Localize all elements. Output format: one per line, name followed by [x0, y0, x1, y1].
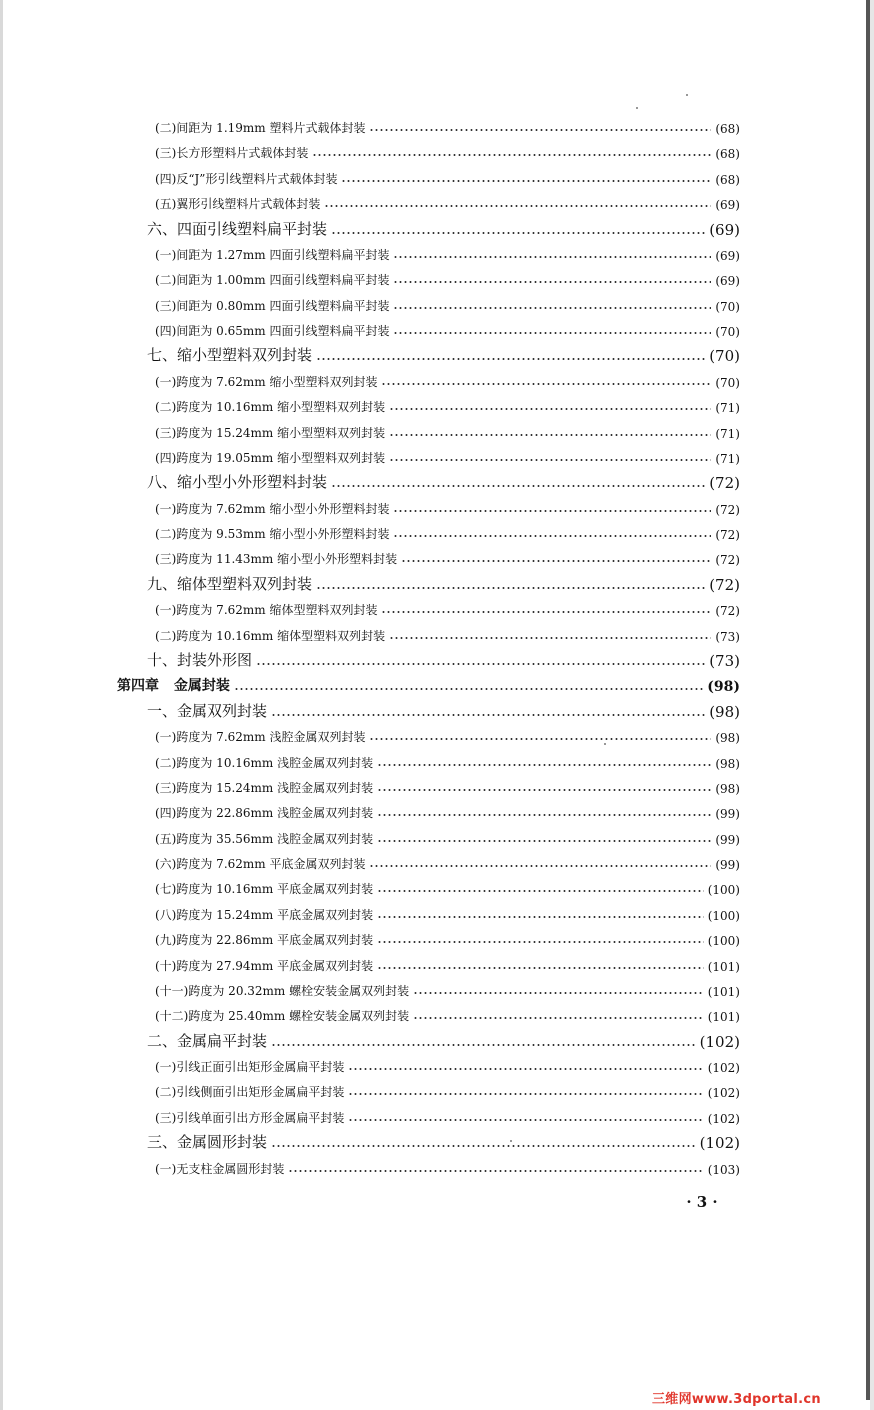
toc-entry-title: (一)跨度为 7.62mm 缩小型小外形塑料封装	[155, 501, 390, 516]
toc-entry-title: (一)跨度为 7.62mm 缩小型塑料双列封装	[155, 374, 378, 389]
toc-subsection-entry	[155, 725, 740, 745]
toc-subsection-entry	[155, 852, 740, 872]
toc-entry-page: (98)	[715, 781, 740, 796]
toc-subsection-entry	[155, 547, 740, 567]
toc-subsection-entry	[155, 268, 740, 288]
toc-section-entry	[147, 343, 740, 365]
toc-dot-leader	[348, 1118, 703, 1122]
toc-entry-title: (一)跨度为 7.62mm 缩体型塑料双列封装	[155, 603, 378, 618]
toc-subsection-entry	[155, 903, 740, 923]
toc-entry-page: (68)	[715, 122, 740, 136]
toc-dot-leader	[234, 687, 703, 691]
toc-entry-page: (69)	[715, 274, 740, 289]
toc-dot-leader	[377, 813, 711, 817]
toc-entry-page: (70)	[715, 375, 740, 390]
toc-dot-leader	[413, 1016, 704, 1020]
toc-entry-title: (二)跨度为 10.16mm 缩体型塑料双列封装	[155, 628, 386, 643]
toc-subsection-entry	[155, 877, 740, 897]
toc-entry-title: 七、缩小型塑料双列封装	[147, 346, 313, 365]
toc-entry-title: (九)跨度为 22.86mm 平底金属双列封装	[155, 933, 374, 948]
toc-dot-leader	[389, 407, 711, 411]
toc-dot-leader	[324, 204, 711, 208]
toc-subsection-entry	[155, 954, 740, 974]
toc-entry-page: (98)	[707, 679, 740, 696]
toc-dot-leader	[369, 128, 711, 132]
toc-subsection-entry	[155, 319, 740, 339]
toc-entry-title: (四)跨度为 19.05mm 缩小型塑料双列封装	[155, 450, 386, 465]
toc-dot-leader	[377, 839, 711, 843]
page-number: · 3 ·	[686, 1193, 718, 1211]
toc-subsection-entry	[155, 192, 740, 212]
toc-subsection-entry	[155, 827, 740, 847]
toc-dot-leader	[331, 231, 705, 235]
toc-entry-title: (一)无支柱金属圆形封装	[155, 1161, 285, 1176]
toc-dot-leader	[377, 763, 711, 767]
toc-entry-page: (103)	[707, 1162, 740, 1177]
toc-entry-title: (四)反“J”形引线塑料片式载体封装	[155, 171, 338, 186]
toc-entry-page: (69)	[715, 248, 740, 263]
toc-entry-page: (71)	[715, 451, 740, 466]
toc-entry-title: (十二)跨度为 25.40mm 螺栓安装金属双列封装	[155, 1009, 410, 1024]
toc-subsection-entry	[155, 1055, 740, 1075]
toc-subsection-entry	[155, 243, 740, 263]
toc-dot-leader	[348, 1067, 703, 1071]
toc-subsection-entry	[155, 928, 740, 948]
toc-entry-page: (70)	[709, 347, 740, 366]
toc-entry-page: (72)	[715, 528, 740, 543]
toc-entry-page: (101)	[707, 1010, 740, 1025]
toc-subsection-entry	[155, 1106, 740, 1126]
toc-entry-title: (一)间距为 1.27mm 四面引线塑料扁平封装	[155, 247, 390, 262]
toc-subsection-entry	[155, 522, 740, 542]
toc-entry-page: (71)	[715, 401, 740, 416]
toc-entry-page: (72)	[715, 604, 740, 619]
toc-dot-leader	[312, 153, 711, 157]
toc-entry-page: (68)	[715, 172, 740, 187]
toc-dot-leader	[316, 357, 705, 361]
toc-entry-page: (99)	[715, 807, 740, 822]
toc-dot-leader	[377, 889, 704, 893]
toc-entry-title: (三)间距为 0.80mm 四面引线塑料扁平封装	[155, 298, 390, 313]
toc-entry-title: (二)跨度为 10.16mm 缩小型塑料双列封装	[155, 400, 386, 415]
toc-chapter-entry	[117, 673, 740, 695]
toc-entry-page: (100)	[707, 908, 740, 923]
toc-entry-title: (三)引线单面引出方形金属扁平封装	[155, 1110, 345, 1125]
toc-subsection-entry	[155, 751, 740, 771]
toc-entry-title: 三、金属圆形封装	[147, 1133, 268, 1152]
toc-dot-leader	[393, 280, 711, 284]
toc-entry-title: (八)跨度为 15.24mm 平底金属双列封装	[155, 907, 374, 922]
toc-entry-title: (十一)跨度为 20.32mm 螺栓安装金属双列封装	[155, 983, 410, 998]
toc-entry-page: (102)	[707, 1061, 740, 1076]
toc-dot-leader	[413, 991, 704, 995]
toc-dot-leader	[393, 534, 711, 538]
toc-subsection-entry	[155, 1004, 740, 1024]
toc-dot-leader	[393, 331, 711, 335]
toc-subsection-entry	[155, 1157, 740, 1177]
toc-dot-leader	[393, 306, 711, 310]
toc-subsection-entry	[155, 446, 740, 466]
toc-subsection-entry	[155, 776, 740, 796]
toc-entry-page: (102)	[707, 1111, 740, 1126]
toc-dot-leader	[271, 713, 705, 717]
toc-subsection-entry	[155, 801, 740, 821]
toc-section-entry	[147, 572, 740, 594]
toc-entry-title: (二)间距为 1.00mm 四面引线塑料扁平封装	[155, 273, 390, 288]
toc-dot-leader	[377, 966, 704, 970]
toc-entry-page: (101)	[707, 984, 740, 999]
toc-entry-page: (73)	[715, 629, 740, 644]
toc-dot-leader	[389, 433, 711, 437]
toc-entry-page: (101)	[707, 959, 740, 974]
toc-dot-leader	[271, 1043, 696, 1047]
toc-dot-leader	[256, 662, 705, 666]
toc-entry-title: 二、金属扁平封装	[147, 1031, 268, 1050]
toc-entry-page: (100)	[707, 934, 740, 949]
toc-section-entry	[147, 1130, 740, 1152]
toc-entry-title: 十、封装外形图	[147, 650, 253, 669]
toc-subsection-entry	[155, 598, 740, 618]
toc-dot-leader	[316, 586, 705, 590]
toc-entry-title: (三)跨度为 15.24mm 浅腔金属双列封装	[155, 780, 374, 795]
toc-entry-page: (68)	[715, 147, 740, 162]
toc-entry-page: (99)	[715, 832, 740, 847]
toc-dot-leader	[393, 509, 711, 513]
toc-dot-leader	[393, 255, 711, 259]
toc-subsection-entry	[155, 141, 740, 161]
toc-subsection-entry	[155, 979, 740, 999]
toc-section-entry	[147, 470, 740, 492]
site-watermark: 三维网www.3dportal.cn	[652, 1392, 821, 1407]
toc-entry-title: 八、缩小型小外形塑料封装	[147, 473, 328, 492]
toc-dot-leader	[377, 940, 704, 944]
toc-entry-title: (二)跨度为 10.16mm 浅腔金属双列封装	[155, 755, 374, 770]
toc-subsection-entry	[155, 624, 740, 644]
toc-entry-title: (二)引线侧面引出矩形金属扁平封装	[155, 1085, 345, 1100]
toc-subsection-entry	[155, 370, 740, 390]
toc-entry-page: (98)	[715, 731, 740, 746]
toc-entry-page: (72)	[709, 575, 740, 594]
toc-entry-page: (102)	[699, 1032, 740, 1051]
toc-subsection-entry	[155, 1080, 740, 1100]
toc-dot-leader	[401, 559, 711, 563]
toc-dot-leader	[369, 864, 711, 868]
toc-entry-title: (五)翼形引线塑料片式载体封装	[155, 197, 321, 212]
toc-dot-leader	[377, 788, 711, 792]
toc-dot-leader	[369, 737, 711, 741]
toc-entry-title: 六、四面引线塑料扁平封装	[147, 219, 328, 238]
toc-entry-title: (一)引线正面引出矩形金属扁平封装	[155, 1060, 345, 1075]
toc-entry-page: (72)	[709, 474, 740, 493]
toc-entry-page: (71)	[715, 426, 740, 441]
toc-entry-title: (四)间距为 0.65mm 四面引线塑料扁平封装	[155, 324, 390, 339]
toc-section-entry	[147, 217, 740, 239]
toc-entry-page: (100)	[707, 883, 740, 898]
toc-entry-page: (73)	[709, 651, 740, 670]
toc-dot-leader	[381, 382, 711, 386]
toc-dot-leader	[331, 484, 705, 488]
toc-dot-leader	[341, 179, 711, 183]
toc-entry-page: (72)	[715, 553, 740, 568]
toc-entry-page: (69)	[715, 198, 740, 213]
toc-entry-title: (三)跨度为 11.43mm 缩小型小外形塑料封装	[155, 552, 398, 567]
toc-entry-title: (二)间距为 1.19mm 塑料片式载体封装	[155, 121, 366, 135]
toc-dot-leader	[377, 915, 704, 919]
toc-subsection-entry	[155, 395, 740, 415]
toc-subsection-entry	[155, 116, 740, 136]
toc-subsection-entry	[155, 497, 740, 517]
toc-section-entry	[147, 1029, 740, 1051]
toc-section-entry	[147, 648, 740, 670]
toc-dot-leader	[348, 1092, 703, 1096]
toc-dot-leader	[381, 610, 711, 614]
toc-subsection-entry	[155, 167, 740, 187]
toc-subsection-entry	[155, 294, 740, 314]
toc-entry-page: (99)	[715, 858, 740, 873]
toc-entry-page: (98)	[715, 756, 740, 771]
toc-entry-page: (70)	[715, 299, 740, 314]
toc-dot-leader	[271, 1144, 696, 1148]
toc-entry-page: (70)	[715, 325, 740, 340]
toc-entry-title: (四)跨度为 22.86mm 浅腔金属双列封装	[155, 806, 374, 821]
toc-entry-title: (十)跨度为 27.94mm 平底金属双列封装	[155, 958, 374, 973]
toc-entry-page: (69)	[709, 220, 740, 239]
toc-dot-leader	[389, 636, 711, 640]
toc-dot-leader	[288, 1169, 703, 1173]
toc-section-entry	[147, 699, 740, 721]
toc-subsection-entry	[155, 421, 740, 441]
toc-entry-title: (一)跨度为 7.62mm 浅腔金属双列封装	[155, 730, 366, 745]
toc-entry-page: (102)	[707, 1086, 740, 1101]
toc-entry-page: (98)	[709, 702, 740, 721]
toc-entry-title: 一、金属双列封装	[147, 701, 268, 720]
toc-entry-title: 九、缩体型塑料双列封装	[147, 574, 313, 593]
toc-entry-title: (三)跨度为 15.24mm 缩小型塑料双列封装	[155, 425, 386, 440]
toc-entry-title: (三)长方形塑料片式载体封装	[155, 146, 309, 161]
toc-entry-title: (二)跨度为 9.53mm 缩小型小外形塑料封装	[155, 527, 390, 542]
toc-entry-title: (五)跨度为 35.56mm 浅腔金属双列封装	[155, 831, 374, 846]
toc-entry-title: 第四章 金属封装	[117, 678, 230, 695]
toc-entry-page: (102)	[699, 1134, 740, 1153]
toc-entry-title: (六)跨度为 7.62mm 平底金属双列封装	[155, 857, 366, 872]
toc-entry-title: (七)跨度为 10.16mm 平底金属双列封装	[155, 882, 374, 897]
toc-entry-page: (72)	[715, 502, 740, 517]
toc-dot-leader	[389, 458, 711, 462]
